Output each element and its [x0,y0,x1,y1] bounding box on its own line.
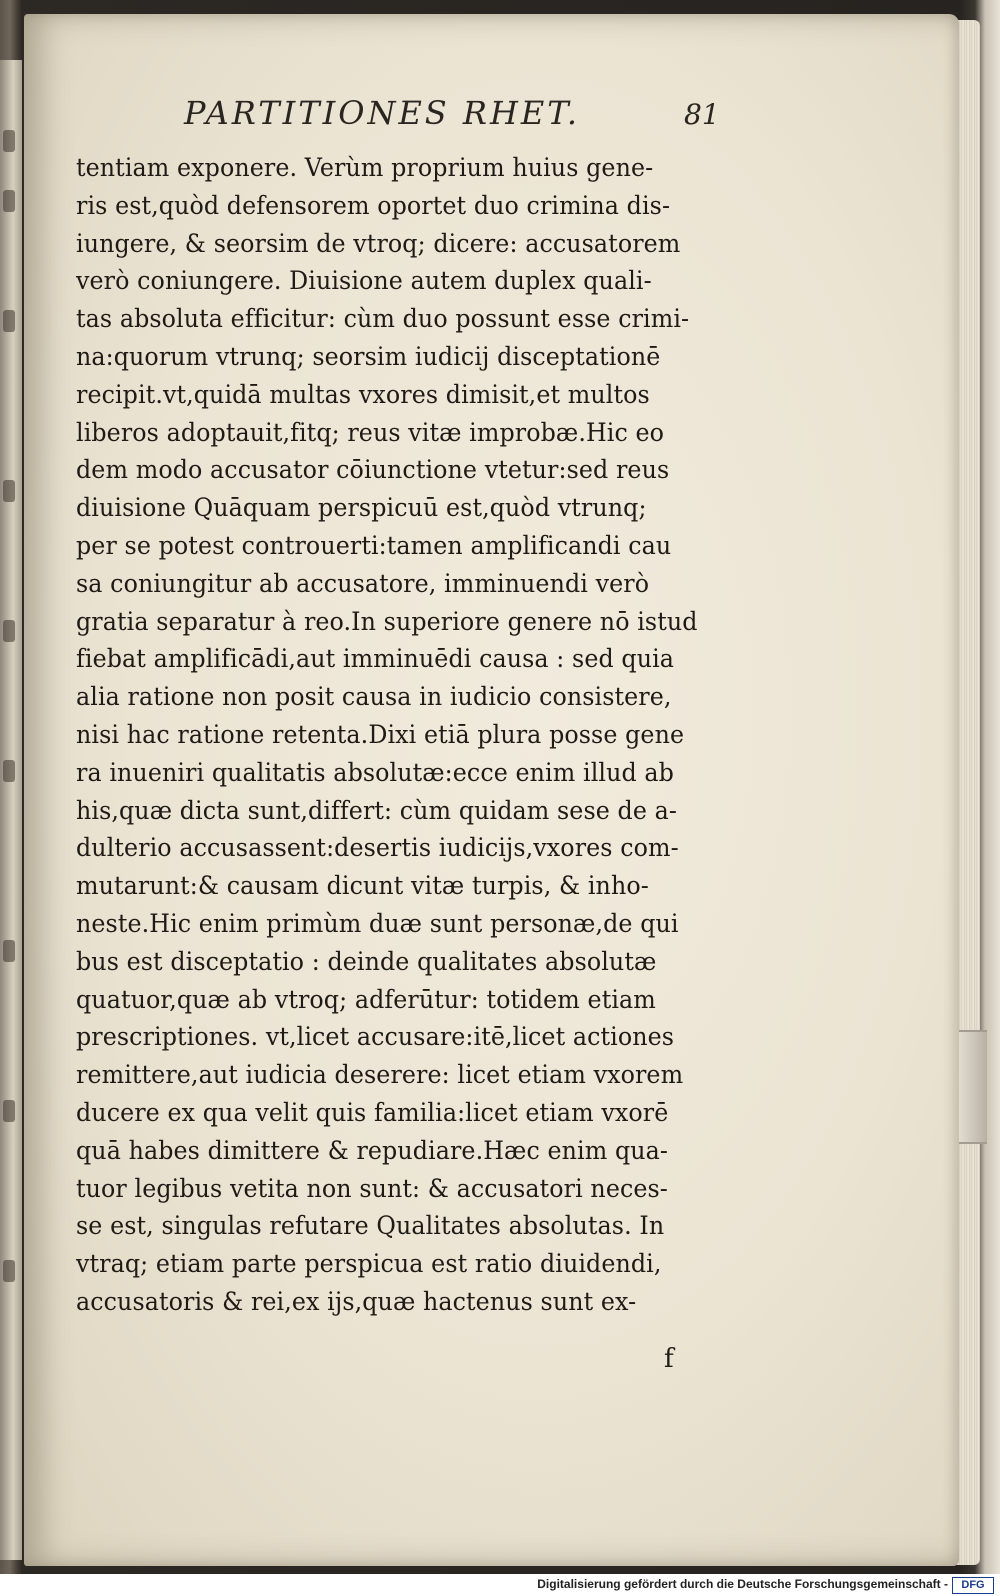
facing-page-edge [0,60,22,1560]
text-line: dem modo accusator cōiunctione vtetur:sed reus [76,455,670,485]
facing-page-text-fragment [3,620,15,642]
text-line: iungere, & seorsim de vtroq; dicere: accusatorem [76,228,681,258]
text-line: tas absoluta efficitur: cùm duo possunt esse crimi- [76,304,690,334]
facing-page-text-fragment [3,940,15,962]
facing-page-text-fragment [3,760,15,782]
text-line: mutarunt:& causam dicunt vitæ turpis, & inho- [76,871,649,901]
text-line: bus est disceptatio : deinde qualitates absolutæ [76,946,657,976]
text-line: tuor legibus vetita non sunt: & accusatori neces- [76,1173,668,1203]
footer-credit: Digitalisierung gefördert durch die Deutsche Forschungsgemeinschaft - [537,1577,948,1591]
text-line: prescriptiones. vt,licet accusare:itē,licet actiones [76,1022,675,1052]
facing-page-text-fragment [3,190,15,212]
facing-page-text-fragment [3,310,15,332]
signature-mark: f [664,1344,674,1374]
text-line: ducere ex qua velit quis familia:licet etiam vxorē [76,1097,669,1127]
text-line: quā habes dimittere & repudiare.Hæc enim qua- [76,1135,669,1165]
text-line: his,quæ dicta sunt,differt: cùm quidam sese de a- [76,795,677,825]
text-line: per se potest controuerti:tamen amplificandi cau [76,530,672,560]
text-line: gratia separatur à reo.In superiore genere nō istud [76,606,698,636]
text-line: vtraq; etiam parte perspicua est ratio diuidendi, [76,1249,662,1279]
text-line: tentiam exponere. Verùm proprium huius gene- [76,153,654,182]
text-line: alia ratione non posit causa in iudicio consistere, [76,682,672,712]
text-line: quatuor,quæ ab vtroq; adferūtur: totidem etiam [76,984,656,1014]
facing-page-text-fragment [3,130,15,152]
text-line: remittere,aut iudicia deserere: licet etiam vxorem [76,1060,684,1090]
text-line: recipit.vt,quidā multas vxores dimisit,et multos [76,379,650,409]
text-line: ris est,quòd defensorem oportet duo crimina dis- [76,190,671,220]
body-text [76,149,776,1321]
text-line: neste.Hic enim primùm duæ sunt personæ,de qui [76,908,679,938]
text-line: liberos adoptauit,fitq; reus vitæ improbæ.Hic eo [76,417,665,447]
text-line: ra inueniri qualitatis absolutæ:ecce enim illud ab [76,757,674,787]
text-line: dulterio accusassent:desertis iudicijs,vxores com- [76,833,679,863]
text-line: nisi hac ratione retenta.Dixi etiā plura posse gene [76,719,685,749]
text-line: fiebat amplificādi,aut imminuēdi causa : sed quia [76,644,675,674]
text-line: na:quorum vtrunq; seorsim iudicij disceptationē [76,341,661,371]
facing-page-text-fragment [3,1100,15,1122]
text-line: sa coniungitur ab accusatore, imminuendi verò [76,568,650,598]
facing-page-text-fragment [3,1260,15,1282]
running-title: PARTITIONES RHET. [184,94,581,132]
text-line: diuisione Quāquam perspicuū est,quòd vtrunq; [76,493,647,523]
dfg-logo: DFG [952,1577,994,1594]
text-line: verò coniungere. Diuisione autem duplex quali- [76,266,652,296]
page-number: 81 [684,98,720,131]
text-line: se est, singulas refutare Qualitates absolutas. In [76,1211,665,1241]
facing-page-text-fragment [3,480,15,502]
page-header [24,94,959,144]
book-page [24,14,959,1566]
footer-bar [0,1574,1000,1596]
text-line: accusatoris & rei,ex ijs,quæ hactenus sunt ex- [76,1286,637,1316]
